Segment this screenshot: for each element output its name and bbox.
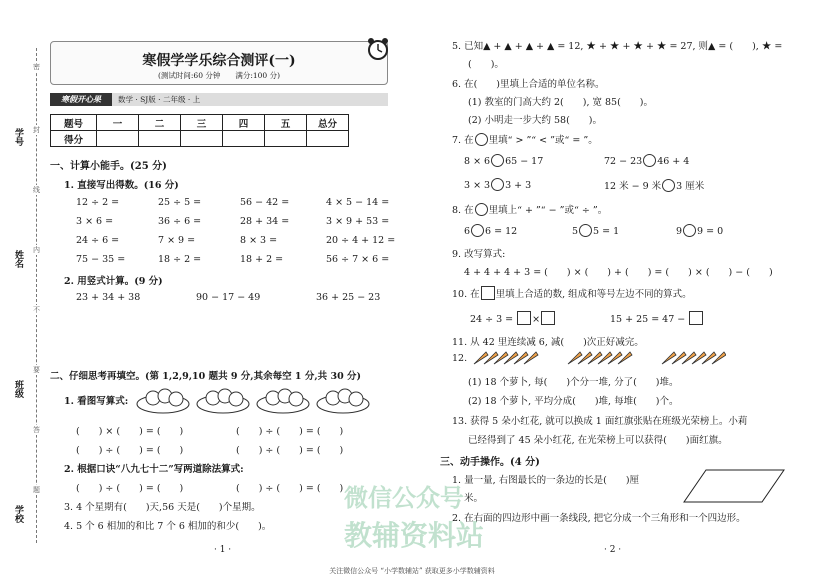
compare-circle[interactable]	[491, 154, 504, 167]
calc-item: 7 × 9 =	[158, 235, 196, 246]
section-1-heading: 一、计算小能手。(25 分)	[50, 161, 167, 172]
seal-word: 题	[33, 486, 40, 494]
score-table	[50, 114, 349, 147]
calc-item: 24 ÷ 6 =	[76, 235, 120, 246]
alarm-clock-icon	[365, 36, 391, 62]
score-cell[interactable]	[181, 131, 223, 147]
test-info: (测试时间:60 分钟 满分:100 分)	[157, 71, 281, 80]
score-cell[interactable]	[139, 131, 181, 147]
compare-item	[604, 154, 689, 167]
s2-question-4: 4. 5 个 6 相加的和比 7 个 6 相加的和少( )。	[64, 521, 272, 532]
vertical-calc-item: 90 − 17 − 49	[196, 292, 261, 303]
operand-left: 5	[572, 226, 579, 237]
answer-circle-icon	[475, 133, 488, 146]
operator-circle[interactable]	[579, 224, 592, 237]
oranges-plates-image	[136, 384, 376, 414]
q12-part-2: (2) 18 个萝卜, 平均分成( )堆, 每堆( )个。	[468, 396, 679, 407]
calc-item: 75 − 35 =	[76, 254, 126, 265]
q13-line-2: 已经得到了 45 朵小红花, 在光荣榜上可以获得( )面红旗。	[468, 435, 728, 446]
page-number-right: · 2 ·	[604, 545, 622, 555]
brand-bar	[50, 93, 388, 106]
compare-left: 3 × 3	[464, 180, 491, 191]
fill-equation: ( ) ÷ ( ) = ( )	[236, 445, 344, 456]
margin-field-school: 学校	[13, 505, 23, 523]
s3-question-2: 2. 在右面的四边形中画一条线段, 把它分成一个三角形和一个四边形。	[452, 513, 746, 524]
seal-word: 答	[33, 426, 40, 434]
q5-line-1: 5. 已知▲ + ▲ + ▲ + ▲ = 12, ★ + ★ + ★ + ★ = 27, 则▲ = ( ), ★ =	[452, 41, 783, 52]
score-header-cell: 二	[139, 115, 181, 131]
operator-circle[interactable]	[683, 224, 696, 237]
score-cell[interactable]	[223, 131, 265, 147]
score-row	[51, 131, 349, 147]
seal-word: 内	[33, 246, 40, 254]
compare-left: 8 × 6	[464, 156, 491, 167]
compare-right: 65 − 17	[505, 156, 544, 167]
q7-prefix: 7. 在	[452, 135, 474, 146]
s3-question-1-line-1: 1. 量一量, 右图最长的一条边的长是( )厘	[452, 475, 640, 486]
score-header-cell: 三	[181, 115, 223, 131]
q10-prefix: 10. 在	[452, 289, 480, 300]
title-banner	[50, 41, 388, 85]
brand-logo: 寒假开心果	[50, 93, 112, 106]
compare-left: 12 米 − 9 米	[604, 181, 662, 192]
compare-circle[interactable]	[491, 178, 504, 191]
calc-item: 4 × 5 − 14 =	[326, 197, 390, 208]
calc-item: 3 × 9 + 53 =	[326, 216, 390, 227]
s2-question-3: 3. 4 个星期有( )天,56 天是( )个星期。	[64, 502, 261, 513]
seal-word: 不	[33, 306, 40, 314]
score-header-row	[51, 115, 349, 131]
q6-part-2: (2) 小明走一步大约 58( )。	[468, 115, 602, 126]
answer-box-icon	[481, 286, 495, 300]
calc-item: 8 × 3 =	[240, 235, 278, 246]
q8-suffix: 里填上“ + ”“ − ”或“ ÷ ”。	[488, 205, 608, 216]
q10-equation-text: 15 + 25 = 47 −	[610, 314, 686, 325]
edition-label: 数学 · SJ版 · 二年级 · 上	[118, 95, 201, 104]
q8-title	[452, 202, 607, 216]
seal-word: 密	[33, 63, 40, 71]
margin-field-name: 姓名	[13, 250, 23, 268]
compare-left: 72 − 23	[604, 156, 643, 167]
question-1-title: 1. 直接写出得数。(16 分)	[64, 180, 179, 191]
q10-equation-1: 24 ÷ 3 = ×	[470, 311, 556, 325]
answer-box[interactable]	[541, 311, 555, 325]
watermark-line-1: 微信公众号	[344, 484, 464, 512]
operator-item	[464, 224, 517, 237]
score-header-cell: 四	[223, 115, 265, 131]
q8-prefix: 8. 在	[452, 205, 474, 216]
calc-item: 12 ÷ 2 =	[76, 197, 120, 208]
score-cell[interactable]	[307, 131, 349, 147]
answer-box[interactable]	[689, 311, 703, 325]
score-cell[interactable]	[97, 131, 139, 147]
q13-line-1: 13. 获得 5 朵小红花, 就可以换成 1 面红旗张贴在班级光荣榜上。小莉	[452, 416, 748, 427]
compare-right: 3 + 3	[505, 180, 532, 191]
q6-part-1: (1) 教室的门高大约 2( ), 宽 85( )。	[468, 97, 654, 108]
q5-line-2: ( )。	[468, 59, 504, 70]
q7-title	[452, 132, 598, 146]
q12-label: 12.	[452, 353, 468, 364]
score-header-cell: 题号	[51, 115, 97, 131]
calc-item: 28 + 34 =	[240, 216, 290, 227]
fill-equation: ( ) ÷ ( ) = ( )	[236, 483, 344, 494]
s2-question-1: 1. 看图写算式:	[64, 396, 129, 407]
answer-circle-icon	[475, 203, 488, 216]
fill-equation: ( ) ÷ ( ) = ( )	[76, 445, 184, 456]
fill-equation: ( ) ÷ ( ) = ( )	[76, 483, 184, 494]
q6-title: 6. 在( )里填上合适的单位名称。	[452, 79, 605, 90]
parallelogram-figure	[682, 468, 786, 504]
calc-item: 18 ÷ 2 =	[158, 254, 202, 265]
page-number-left: · 1 ·	[214, 545, 232, 555]
operator-item	[572, 224, 619, 237]
section-3-heading: 三、动手操作。(4 分)	[440, 457, 540, 468]
score-header-cell: 五	[265, 115, 307, 131]
q12-part-1: (1) 18 个萝卜, 每( )个分一堆, 分了( )堆。	[468, 377, 679, 388]
q9-equation: 4 + 4 + 4 + 3 = ( ) × ( ) + ( ) = ( ) × ( ) − ( )	[464, 267, 773, 278]
q10-equation-2	[610, 311, 704, 325]
score-header-cell: 一	[97, 115, 139, 131]
score-header-cell: 总分	[307, 115, 349, 131]
seal-line	[36, 48, 37, 543]
compare-item	[464, 154, 543, 167]
calc-item: 18 + 2 =	[240, 254, 284, 265]
compare-item	[604, 178, 704, 192]
q10-suffix: 里填上合适的数, 组成和等号左边不同的算式。	[495, 289, 692, 300]
page-title: 寒假学学乐综合测评(一)	[142, 53, 296, 69]
seal-word: 线	[33, 186, 40, 194]
calc-item: 56 ÷ 7 × 6 =	[326, 254, 390, 265]
calc-item: 25 ÷ 5 =	[158, 197, 202, 208]
operand-right: 5 = 1	[593, 226, 620, 237]
s2-question-2: 2. 根据口诀“八九七十二”写两道除法算式:	[64, 464, 244, 475]
carrots-image	[472, 348, 726, 368]
score-cell[interactable]	[265, 131, 307, 147]
watermark-line-2: 教辅资料站	[344, 519, 485, 552]
q10-title	[452, 286, 692, 300]
score-row-label: 得分	[51, 131, 97, 147]
operand-left: 6	[464, 226, 471, 237]
margin-field-student-id: 学号	[13, 128, 23, 146]
margin-field-class: 班级	[13, 380, 23, 398]
q9-title: 9. 改写算式:	[452, 249, 506, 260]
fill-equation: ( ) ÷ ( ) = ( )	[236, 426, 344, 437]
operator-item	[676, 224, 723, 237]
question-2-title: 2. 用竖式计算。(9 分)	[64, 276, 163, 287]
operator-circle[interactable]	[471, 224, 484, 237]
calc-item: 3 × 6 =	[76, 216, 114, 227]
operand-right: 9 = 0	[697, 226, 724, 237]
calc-item: 56 − 42 =	[240, 197, 290, 208]
vertical-calc-item: 36 + 25 − 23	[316, 292, 381, 303]
compare-circle[interactable]	[643, 154, 656, 167]
q7-suffix: 里填“ > ”“ < ”或“ = ”。	[488, 135, 598, 146]
answer-box[interactable]	[517, 311, 531, 325]
q11: 11. 从 42 里连续减 6, 减( )次正好减完。	[452, 337, 644, 348]
operand-left: 9	[676, 226, 683, 237]
compare-right: 46 + 4	[657, 156, 690, 167]
compare-item	[464, 178, 531, 191]
compare-right: 3 厘米	[676, 181, 705, 192]
section-2-heading: 二、仔细思考再填空。(第 1,2,9,10 题共 9 分,其余每空 1 分,共 30 分)	[50, 371, 361, 382]
calc-item: 36 ÷ 6 =	[158, 216, 202, 227]
compare-circle[interactable]	[662, 179, 675, 192]
seal-word: 要	[33, 366, 40, 374]
calc-item: 20 ÷ 4 + 12 =	[326, 235, 396, 246]
operand-right: 6 = 12	[485, 226, 518, 237]
footer-note: 关注微信公众号 “小学数辅站” 获取更多小学数辅资料	[329, 567, 495, 575]
vertical-calc-item: 23 + 34 + 38	[76, 292, 141, 303]
q10-equation-text: 24 ÷ 3 =	[470, 314, 514, 325]
seal-word: 封	[33, 126, 40, 134]
s3-question-1-line-2: 米。	[464, 493, 484, 504]
fill-equation: ( ) × ( ) = ( )	[76, 426, 184, 437]
